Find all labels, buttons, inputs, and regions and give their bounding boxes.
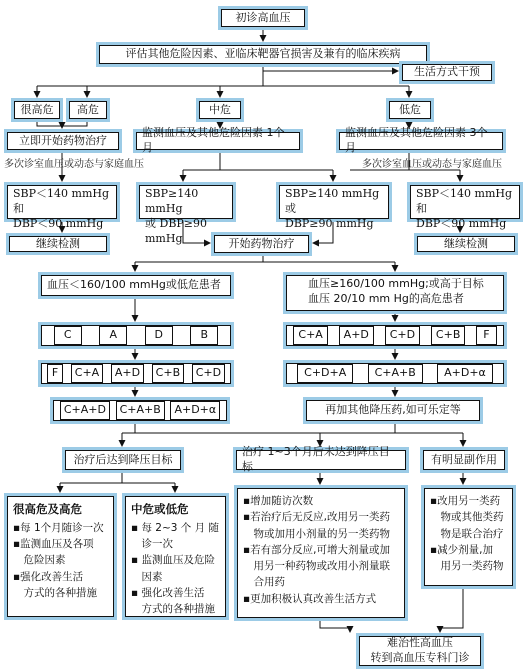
bp-normal-right-box xyxy=(407,182,523,230)
low-risk-followup-title: 中危或低危 xyxy=(131,502,189,516)
side-effects-box xyxy=(420,447,508,473)
panel-line: ▪ 强化改善生活 xyxy=(131,586,205,599)
regimen-option: D xyxy=(145,326,173,345)
risk-medium-label: 中危 xyxy=(209,102,231,116)
risk-very-high-label: 很高危 xyxy=(20,102,54,116)
two-drug-row-left xyxy=(38,360,234,387)
bp-elevated-low-line2: DBP≥90 mmHg xyxy=(285,216,374,230)
bp-elevated-mid-line2: 或 DBP≥90 mmHg xyxy=(145,216,208,245)
regimen-option: A+D+α xyxy=(437,364,493,383)
measurement-note-left: 多次诊室血压或动态与家庭血压 xyxy=(4,159,144,170)
continue-monitoring-right-label: 继续检测 xyxy=(444,236,488,250)
panel-line: ▪每 1个月随诊一次 xyxy=(13,521,104,534)
panel-line: ▪ 监测血压及危险 xyxy=(131,554,215,567)
bp-elevated-mid-box xyxy=(136,182,236,245)
high-bp-patients-line1: 血压≥160/100 mmHg;或高于目标 xyxy=(308,277,484,290)
three-drug-row-right xyxy=(283,360,507,387)
continue-monitoring-left-label: 继续检测 xyxy=(36,236,80,250)
regimen-option: C xyxy=(54,326,82,345)
two-drug-row-right xyxy=(283,322,507,349)
bp-normal-right-line1: SBP＜140 mmHg和 xyxy=(416,187,513,215)
side-effect-actions-panel xyxy=(421,485,516,589)
regimen-option: C+D+A xyxy=(297,364,353,383)
target-reached-label: 治疗后达到降压目标 xyxy=(73,452,173,466)
regimen-option: A+D+α xyxy=(170,401,220,420)
regimen-option: C+A xyxy=(71,364,103,383)
monitor-3-month-box xyxy=(336,126,506,154)
high-bp-patients-line2: 血压 20/10 mm Hg的高危患者 xyxy=(308,291,464,305)
regimen-option: C+A+B xyxy=(368,364,423,383)
high-risk-followup-title: 很高危及高危 xyxy=(13,502,82,516)
target-reached-box xyxy=(62,447,184,473)
lifestyle-intervention-box xyxy=(399,61,495,84)
regimen-option: B xyxy=(190,326,218,345)
continue-monitoring-right-box xyxy=(414,233,518,255)
regimen-option: C+D xyxy=(385,326,420,345)
bp-elevated-mid-line1: SBP≥140 mmHg xyxy=(145,187,210,215)
bp-normal-left-box xyxy=(4,182,120,230)
side-effects-label: 有明显副作用 xyxy=(431,452,497,466)
panel-line: ▪减少剂量,加 xyxy=(430,543,493,556)
refractory-hypertension-box xyxy=(356,633,484,669)
panel-line: ▪增加随访次数 xyxy=(243,495,314,507)
regimen-option: C+A xyxy=(293,326,327,345)
three-drug-row-left xyxy=(50,397,230,424)
immediate-drug-therapy-label: 立即开始药物治疗 xyxy=(19,133,107,147)
panel-line: 合用药 xyxy=(243,576,285,589)
single-drug-row xyxy=(38,322,234,349)
lifestyle-intervention-label: 生活方式干预 xyxy=(414,65,480,79)
continue-monitoring-left-box xyxy=(6,233,110,255)
target-not-reached-label: 治疗 1~3个月后未达到降压目标 xyxy=(242,445,390,473)
add-other-drugs-box xyxy=(303,397,483,424)
bp-elevated-low-line1: SBP≥140 mmHg或 xyxy=(285,187,380,215)
risk-assessment-box xyxy=(96,42,430,67)
risk-medium-box xyxy=(196,98,244,122)
regimen-option: C+B xyxy=(431,326,465,345)
regimen-option: A+D xyxy=(111,364,144,383)
bp-normal-right-line2: DBP＜90 mmHg xyxy=(416,216,507,230)
refractory-hypertension-label: 难治性高血压 xyxy=(387,636,453,650)
panel-line: ▪若有部分反应,可增大剂量或加 xyxy=(243,543,390,556)
regimen-option: C+B xyxy=(152,364,184,383)
panel-line: ▪更加积极认真改善生活方式 xyxy=(243,592,377,605)
monitor-3-month-label: 监测血压及其他危险因素 3个月 xyxy=(345,126,488,154)
regimen-option: C+A+D xyxy=(60,401,110,420)
add-other-drugs-label: 再加其他降压药,如可乐定等 xyxy=(325,403,461,417)
low-risk-followup-panel xyxy=(122,493,229,620)
risk-very-high-box xyxy=(11,98,63,122)
low-bp-patients-label: 血压＜160/100 mmHg或低危患者 xyxy=(47,278,221,292)
panel-line: 物或加用小剂量的另一类药物 xyxy=(243,527,390,540)
risk-low-box xyxy=(386,98,434,122)
initial-hypertension-box xyxy=(218,6,308,30)
high-risk-followup-panel xyxy=(4,493,117,620)
regimen-option: F xyxy=(476,326,496,345)
regimen-option: A+D xyxy=(339,326,374,345)
panel-line: ▪ 每 2~3 个 月 随 xyxy=(131,521,219,534)
start-drug-therapy-box xyxy=(211,232,312,256)
panel-line: 方式的各种措施 xyxy=(131,603,215,616)
panel-line: 因素 xyxy=(131,570,163,583)
high-bp-patients-box xyxy=(283,272,507,314)
panel-line: 物或其他类药 xyxy=(430,511,504,524)
regimen-option: C+A+B xyxy=(116,401,165,420)
panel-line: ▪若治疗后无反应,改用另一类药 xyxy=(243,511,390,524)
risk-high-label: 高危 xyxy=(77,102,99,116)
immediate-drug-therapy-box xyxy=(4,129,122,153)
bp-normal-left-line1: SBP＜140 mmHg和 xyxy=(13,187,110,215)
start-drug-therapy-label: 开始药物治疗 xyxy=(228,236,295,250)
panel-line: 物是联合治疗 xyxy=(430,527,504,540)
risk-high-box xyxy=(66,98,110,122)
monitor-1-month-label: 监测血压及其他危险因素 1个月 xyxy=(142,126,285,154)
panel-line: 危险因素 xyxy=(13,554,66,567)
panel-line: 方式的各种措施 xyxy=(13,586,97,599)
initial-hypertension-label: 初诊高血压 xyxy=(235,10,291,24)
regimen-option: F xyxy=(47,364,63,383)
panel-line: ▪强化改善生活 xyxy=(13,570,84,583)
bp-normal-left-line2: DBP＜90 mmHg xyxy=(13,216,104,230)
regimen-option: C+D xyxy=(192,364,225,383)
bp-elevated-low-box xyxy=(276,182,392,230)
low-bp-patients-box xyxy=(38,272,234,299)
measurement-note-right: 多次诊室血压或动态与家庭血压 xyxy=(362,159,502,170)
regimen-option: A xyxy=(99,326,127,345)
specialist-referral-label: 转到高血压专科门诊 xyxy=(370,651,470,664)
target-not-reached-box xyxy=(233,447,409,473)
panel-line: ▪监测血压及各项 xyxy=(13,538,94,551)
monitor-1-month-box xyxy=(133,126,303,154)
risk-low-label: 低危 xyxy=(399,102,421,116)
risk-assessment-label: 评估其他危险因素、亚临床靶器官损害及兼有的临床疾病 xyxy=(125,47,401,61)
uncontrolled-bp-actions-panel xyxy=(234,485,408,621)
panel-line: ▪改用另一类药 xyxy=(430,495,501,507)
panel-line: 用另一种药物或改用小剂量联 xyxy=(243,560,390,573)
panel-line: 用另一类药物 xyxy=(430,560,504,573)
panel-line: 诊一次 xyxy=(131,538,173,551)
